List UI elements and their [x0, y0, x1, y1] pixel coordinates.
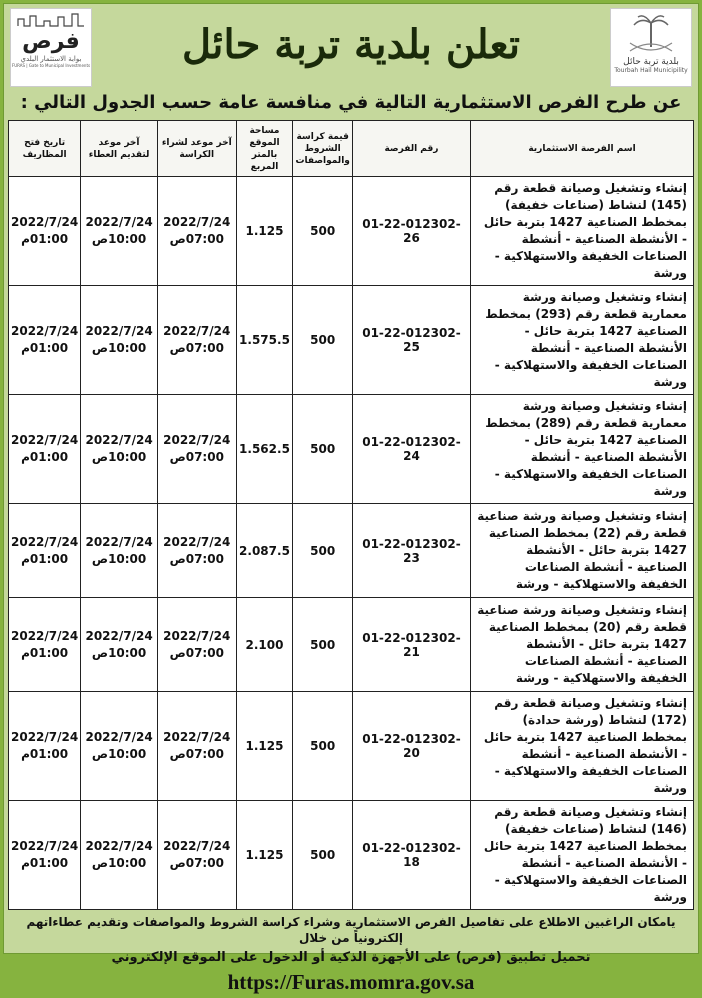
buy-deadline: 2022/7/24 07:00ص — [157, 801, 236, 910]
buy-deadline: 2022/7/24 07:00ص — [157, 177, 236, 286]
col-name: اسم الفرصة الاستثمارية — [471, 121, 694, 177]
table-row — [9, 286, 694, 395]
open-deadline: 2022/7/24 01:00م — [9, 692, 81, 801]
bid-deadline: 2022/7/24 10:00ص — [81, 286, 158, 395]
opportunity-number: 01-22-012302-25 — [352, 286, 470, 395]
bid-deadline: 2022/7/24 10:00ص — [81, 801, 158, 910]
booklet-price: 500 — [293, 504, 352, 598]
buy-deadline: 2022/7/24 07:00ص — [157, 598, 236, 692]
opportunities-table — [8, 120, 694, 910]
bid-deadline: 2022/7/24 10:00ص — [81, 395, 158, 504]
buy-deadline: 2022/7/24 07:00ص — [157, 692, 236, 801]
open-deadline: 2022/7/24 01:00م — [9, 598, 81, 692]
table-row — [9, 692, 694, 801]
opportunity-number: 01-22-012302-18 — [352, 801, 470, 910]
table-header-row — [9, 121, 694, 177]
booklet-price: 500 — [293, 692, 352, 801]
col-number: رقم الفرصة — [352, 121, 470, 177]
municipality-logo: بلدية تربة حائل Tourbah Hail Municipility — [610, 8, 692, 87]
skyline-icon — [16, 13, 86, 27]
opportunity-number: 01-22-012302-20 — [352, 692, 470, 801]
footer: يامكان الراغبين الاطلاع على تفاصيل الفرص الاستثمارية وشراء كراسة الشروط والمواصفات وتقديم عطاءاتهم إلكترونياً من خلال تحميل تطبيق (فرص) على الأجهزة الذكية أو الدخول على الموقع الإلكتروني https://Furas.momra.gov.sa — [26, 915, 676, 994]
col-area: مساحة الموقع بالمتر المربع — [236, 121, 293, 177]
advertisement — [3, 3, 699, 994]
opportunity-name: إنشاء وتشغيل وصيانة قطعة رقم (172) لنشاط (ورشة حدادة) بمخطط الصناعية 1427 بتربة حائل - الأنشطة الصناعية - أنشطة الصناعات الخفيفة والاستهلاكية - ورشة — [471, 692, 694, 801]
table-row — [9, 598, 694, 692]
table-row — [9, 395, 694, 504]
table-row — [9, 177, 694, 286]
bid-deadline: 2022/7/24 10:00ص — [81, 692, 158, 801]
buy-deadline: 2022/7/24 07:00ص — [157, 286, 236, 395]
booklet-price: 500 — [293, 286, 352, 395]
website-link[interactable]: https://Furas.momra.gov.sa — [227, 970, 475, 994]
opportunity-number: 01-22-012302-26 — [352, 177, 470, 286]
opportunity-number: 01-22-012302-21 — [352, 598, 470, 692]
opportunity-number: 01-22-012302-23 — [352, 504, 470, 598]
opportunity-name: إنشاء وتشغيل وصيانة ورشة صناعية قطعة رقم (20) بمخطط الصناعية 1427 بتربة حائل - الأنشطة الصناعية - أنشطة الصناعات الخفيفة والاستهلاكية - ورشة — [471, 598, 694, 692]
col-price: قيمة كراسة الشروط والمواصفات — [293, 121, 352, 177]
site-area: 1.562.5 — [236, 395, 293, 504]
site-area: 1.125 — [236, 692, 293, 801]
opportunity-name: إنشاء وتشغيل وصيانة ورشة معمارية قطعة رقم (293) بمخطط الصناعية 1427 بتربة حائل - الأنشطة الصناعية - أنشطة الصناعات الخفيفة والاستهلاكية - ورشة — [471, 286, 694, 395]
furas-logo: فرص بوابة الاستثمار البلدي FURAS | Gate to Municipal Investments — [10, 8, 92, 87]
bid-deadline: 2022/7/24 10:00ص — [81, 177, 158, 286]
col-bid-deadline: آخر موعد لتقديم العطاء — [81, 121, 158, 177]
opportunity-name: إنشاء وتشغيل وصيانة ورشة معمارية قطعة رقم (289) بمخطط الصناعية 1427 بتربة حائل - الأنشطة الصناعية - أنشطة الصناعات الخفيفة والاستهلاكية - ورشة — [471, 395, 694, 504]
page-title: تعلن بلدية تربة حائل — [182, 21, 520, 68]
booklet-price: 500 — [293, 177, 352, 286]
booklet-price: 500 — [293, 395, 352, 504]
open-deadline: 2022/7/24 01:00م — [9, 286, 81, 395]
palm-swords-emblem-icon — [626, 13, 676, 55]
opportunity-name: إنشاء وتشغيل وصيانة ورشة صناعية قطعة رقم (22) بمخطط الصناعية 1427 بتربة حائل - الأنشطة الصناعية - أنشطة الصناعات الخفيفة والاستهلاكية - ورشة — [471, 504, 694, 598]
site-area: 2.087.5 — [236, 504, 293, 598]
site-area: 1.575.5 — [236, 286, 293, 395]
site-area: 2.100 — [236, 598, 293, 692]
open-deadline: 2022/7/24 01:00م — [9, 177, 81, 286]
buy-deadline: 2022/7/24 07:00ص — [157, 504, 236, 598]
buy-deadline: 2022/7/24 07:00ص — [157, 395, 236, 504]
header — [4, 4, 698, 90]
open-deadline: 2022/7/24 01:00م — [9, 801, 81, 910]
bid-deadline: 2022/7/24 10:00ص — [81, 598, 158, 692]
opportunity-number: 01-22-012302-24 — [352, 395, 470, 504]
site-area: 1.125 — [236, 801, 293, 910]
open-deadline: 2022/7/24 01:00م — [9, 395, 81, 504]
open-deadline: 2022/7/24 01:00م — [9, 504, 81, 598]
site-area: 1.125 — [236, 177, 293, 286]
bid-deadline: 2022/7/24 10:00ص — [81, 504, 158, 598]
table-row — [9, 801, 694, 910]
subtitle: عن طرح الفرص الاستثمارية التالية في منافسة عامة حسب الجدول التالي : — [20, 92, 682, 113]
col-buy-deadline: آخر موعد لشراء الكراسة — [157, 121, 236, 177]
col-opening-date: تاريخ فتح المظاريف — [9, 121, 81, 177]
opportunity-name: إنشاء وتشغيل وصيانة قطعة رقم (145) لنشاط (صناعات خفيفة) بمخطط الصناعية 1427 بتربة حائل - الأنشطة الصناعية - أنشطة الصناعات الخفيفة والاستهلاكية - ورشة — [471, 177, 694, 286]
opportunity-name: إنشاء وتشغيل وصيانة قطعة رقم (146) لنشاط (صناعات خفيفة) بمخطط الصناعية 1427 بتربة حائل - الأنشطة الصناعية - أنشطة الصناعات الخفيفة والاستهلاكية - ورشة — [471, 801, 694, 910]
booklet-price: 500 — [293, 598, 352, 692]
table-row — [9, 504, 694, 598]
booklet-price: 500 — [293, 801, 352, 910]
